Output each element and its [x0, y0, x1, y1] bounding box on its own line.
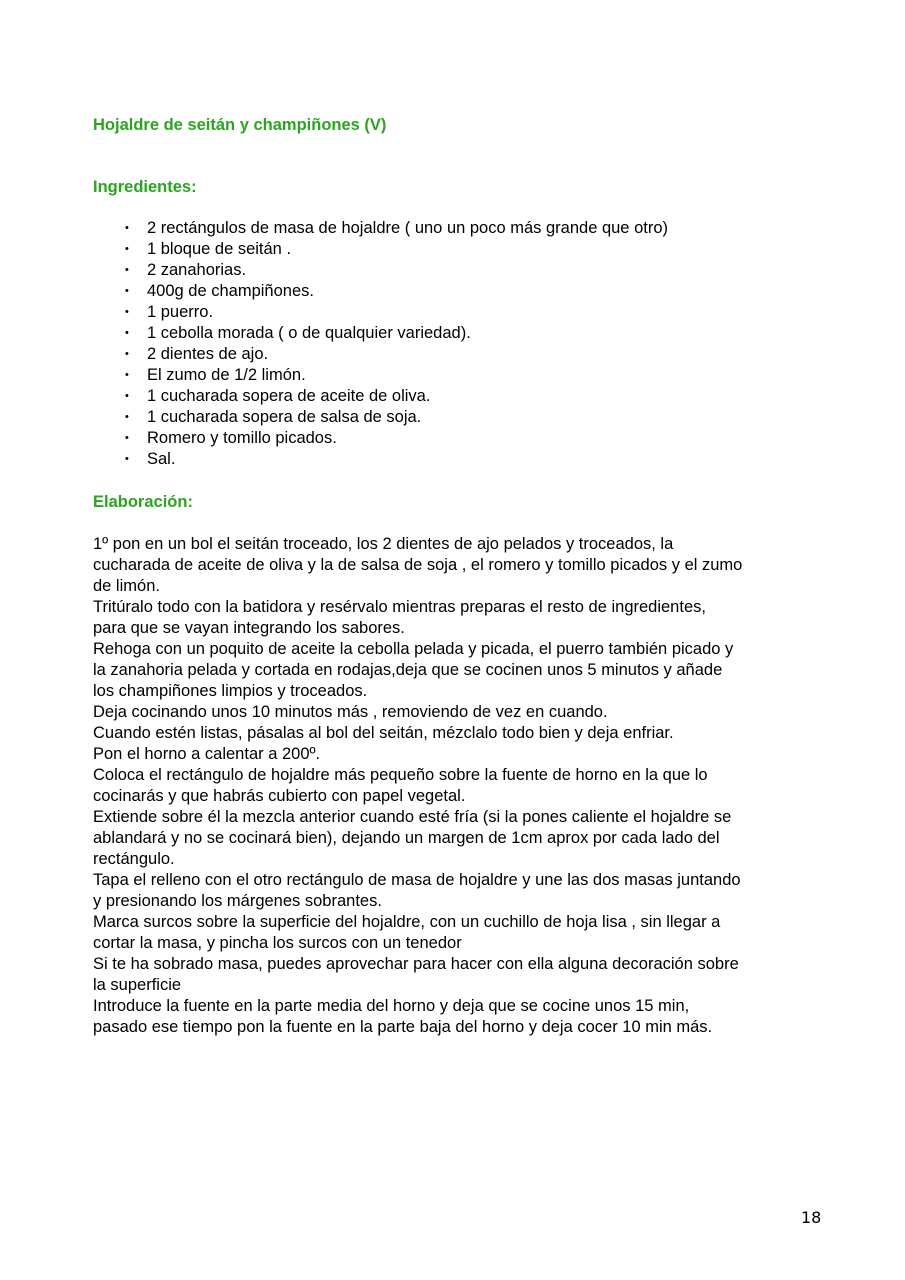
- bullet-icon: •: [125, 390, 129, 402]
- elaboration-line: Pon el horno a calentar a 200º.: [93, 745, 321, 763]
- ingredient-item: [120, 281, 668, 302]
- bullet-icon: •: [125, 348, 129, 360]
- page-number: 18: [801, 1208, 822, 1227]
- ingredient-text: 2 zanahorias.: [147, 261, 247, 279]
- ingredient-text: 1 cucharada sopera de salsa de soja.: [147, 408, 422, 426]
- elaboration-line: Cuando estén listas, pásalas al bol del seitán, mézclalo todo bien y deja enfriar.: [93, 724, 674, 742]
- elaboration-line: Marca surcos sobre la superficie del hojaldre, con un cuchillo de hoja lisa , sin llegar a: [93, 913, 721, 931]
- recipe-title: Hojaldre de seitán y champiñones (V): [93, 116, 387, 134]
- bullet-icon: •: [125, 264, 129, 276]
- ingredient-item: [120, 449, 668, 470]
- bullet-icon: •: [125, 243, 129, 255]
- ingredient-item: [120, 428, 668, 449]
- elaboration-line: la zanahoria pelada y cortada en rodajas,deja que se cocinen unos 5 minutos y añade: [93, 661, 723, 679]
- ingredient-item: [120, 239, 668, 260]
- ingredient-item: [120, 365, 668, 386]
- elaboration-heading: Elaboración:: [93, 493, 193, 511]
- elaboration-line: 1º pon en un bol el seitán troceado, los 2 dientes de ajo pelados y troceados, la: [93, 535, 674, 553]
- elaboration-line: Introduce la fuente en la parte media del horno y deja que se cocine unos 15 min,: [93, 997, 690, 1015]
- bullet-icon: •: [125, 369, 129, 381]
- ingredient-text: 1 cebolla morada ( o de qualquier variedad).: [147, 324, 471, 342]
- ingredient-text: 400g de champiñones.: [147, 282, 314, 300]
- ingredient-item: [120, 386, 668, 407]
- elaboration-line: ablandará y no se cocinará bien), dejando un margen de 1cm aprox por cada lado del: [93, 829, 720, 847]
- ingredient-item: [120, 407, 668, 428]
- elaboration-line: Extiende sobre él la mezcla anterior cuando esté fría (si la pones caliente el hojaldre se: [93, 808, 732, 826]
- elaboration-line: la superficie: [93, 976, 182, 994]
- ingredient-text: Romero y tomillo picados.: [147, 429, 337, 447]
- ingredient-text: 1 puerro.: [147, 303, 214, 321]
- elaboration-line: de limón.: [93, 577, 160, 595]
- elaboration-line: para que se vayan integrando los sabores.: [93, 619, 405, 637]
- bullet-icon: •: [125, 432, 129, 444]
- elaboration-line: cortar la masa, y pincha los surcos con un tenedor: [93, 934, 462, 952]
- ingredient-text: Sal.: [147, 450, 176, 468]
- elaboration-text: [93, 534, 823, 1038]
- elaboration-line: cucharada de aceite de oliva y la de salsa de soja , el romero y tomillo picados y el zumo: [93, 556, 743, 574]
- elaboration-line: Coloca el rectángulo de hojaldre más pequeño sobre la fuente de horno en la que lo: [93, 766, 708, 784]
- bullet-icon: •: [125, 285, 129, 297]
- elaboration-line: Deja cocinando unos 10 minutos más , removiendo de vez en cuando.: [93, 703, 608, 721]
- ingredient-item: [120, 323, 668, 344]
- ingredient-item: [120, 302, 668, 323]
- bullet-icon: •: [125, 453, 129, 465]
- elaboration-line: cocinarás y que habrás cubierto con papel vegetal.: [93, 787, 466, 805]
- ingredient-text: 1 bloque de seitán .: [147, 240, 292, 258]
- ingredient-item: [120, 344, 668, 365]
- ingredient-text: 2 dientes de ajo.: [147, 345, 269, 363]
- ingredient-text: 1 cucharada sopera de aceite de oliva.: [147, 387, 431, 405]
- ingredients-heading: Ingredientes:: [93, 178, 197, 196]
- elaboration-line: Tapa el relleno con el otro rectángulo de masa de hojaldre y une las dos masas juntando: [93, 871, 741, 889]
- elaboration-line: y presionando los márgenes sobrantes.: [93, 892, 382, 910]
- ingredients-list: [120, 218, 668, 470]
- ingredient-text: El zumo de 1/2 limón.: [147, 366, 306, 384]
- ingredient-item: [120, 218, 668, 239]
- elaboration-line: rectángulo.: [93, 850, 175, 868]
- bullet-icon: •: [125, 306, 129, 318]
- bullet-icon: •: [125, 411, 129, 423]
- elaboration-line: los champiñones limpios y troceados.: [93, 682, 368, 700]
- elaboration-line: Si te ha sobrado masa, puedes aprovechar para hacer con ella alguna decoración sobre: [93, 955, 739, 973]
- bullet-icon: •: [125, 222, 129, 234]
- ingredient-item: [120, 260, 668, 281]
- elaboration-line: pasado ese tiempo pon la fuente en la parte baja del horno y deja cocer 10 min más.: [93, 1018, 713, 1036]
- ingredient-text: 2 rectángulos de masa de hojaldre ( uno un poco más grande que otro): [147, 219, 668, 237]
- elaboration-line: Rehoga con un poquito de aceite la cebolla pelada y picada, el puerro también picado y: [93, 640, 734, 658]
- bullet-icon: •: [125, 327, 129, 339]
- elaboration-line: Tritúralo todo con la batidora y resérvalo mientras preparas el resto de ingredientes,: [93, 598, 706, 616]
